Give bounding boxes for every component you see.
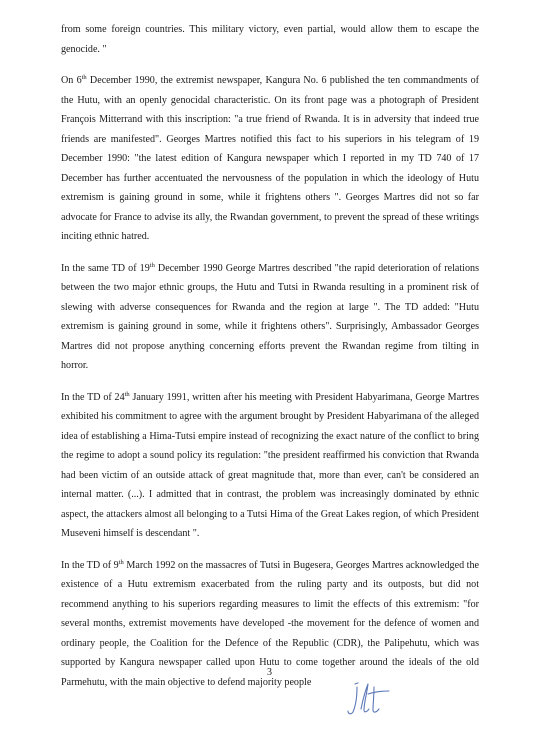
ordinal-superscript: th bbox=[118, 558, 124, 566]
text-run: December 1990, the extremist newspaper, Kangura No. 6 published the ten commandments of the Hutu, with an openly genocidal characteristic. On its front page was a photograph of President François Mitterrand with this inscription: "a true friend of Rwanda. It is in adversity that indeed true friends are manifested". Georges Martres notified this fact to his superiors in his telegram of 19 December 1990: "the latest edition of Kangura newspaper which I reported in my TD 740 of 17 December has further accentuated the nervousness of the population in which the ideology of Hutu extremism is gaining ground in some, while it frightens others ". Georges Martres did not so far advocate for France to advise its ally, the Rwandan government, to prevent the spread of these writings inciting ethnic hatred. bbox=[61, 75, 479, 242]
page-number: 3 bbox=[267, 667, 272, 678]
paragraph bbox=[61, 259, 479, 376]
text-run: In the TD of 24 bbox=[61, 391, 125, 403]
text-run: January 1991, written after his meeting with President Habyarimana, George Martres exhibited his commitment to agree with the argument brought by President Habyarimana of the alleged idea of establishing a Hima-Tutsi empire instead of recognizing the exact nature of the conflict to bring the regime to adopt a sound policy its regulation: "the president reaffirmed his conviction that Rwanda had been victim of an outside attack of great magnitude that, more than ever, can't be considered an internal matter. (...). I admitted that in contrast, the problem was increasingly dominated by ethnic aspect, the attackers almost all belonging to a Tutsi Hima of the Great Lakes region, of which President Museveni himself is descendant ". bbox=[61, 391, 480, 539]
handwritten-initials bbox=[345, 681, 393, 717]
paragraph bbox=[61, 71, 479, 247]
text-run: March 1992 on the massacres of Tutsi in Bugesera, Georges Martres acknowledged the existence of a Hutu extremism exacerbated from the ruling party and its outposts, but did not recommend anything to his superiors regarding measures to limit the effects of this extremism: "for several months, extremist movements have developed -the movement for the defence of women and ordinary people, the Coalition for the Defence of the Republic (CDR), the Palipehutu, which was supported by Kangura newspaper called upon Hutu to come together around the ideals of the old Parmehutu, with the main objective to defend majority people bbox=[61, 559, 480, 688]
document-page bbox=[61, 20, 479, 704]
text-run: from some foreign countries. This military victory, even partial, would allow them to escape the genocide. " bbox=[61, 24, 479, 55]
text-run: In the same TD of 19 bbox=[61, 262, 150, 274]
ordinal-superscript: th bbox=[149, 261, 155, 269]
paragraph bbox=[61, 20, 479, 59]
paragraph bbox=[61, 388, 479, 544]
ordinal-superscript: th bbox=[81, 74, 87, 81]
text-run: December 1990 George Martres described "the rapid deterioration of relations between the two major ethnic groups, the Hutu and Tutsi in Rwanda resulting in a prominent risk of slewing with adverse consequences for Rwanda and the region at large ". The TD added: "Hutu extremism is gaining ground in some, while it frightens others". Surprisingly, Ambassador Georges Martres did not propose anything concerning efforts prevent the Rwandan regime from tilting in horror. bbox=[61, 262, 480, 371]
text-run: On 6 bbox=[61, 75, 82, 86]
ordinal-superscript: th bbox=[124, 390, 130, 398]
text-run: In the TD of 9 bbox=[61, 559, 119, 571]
